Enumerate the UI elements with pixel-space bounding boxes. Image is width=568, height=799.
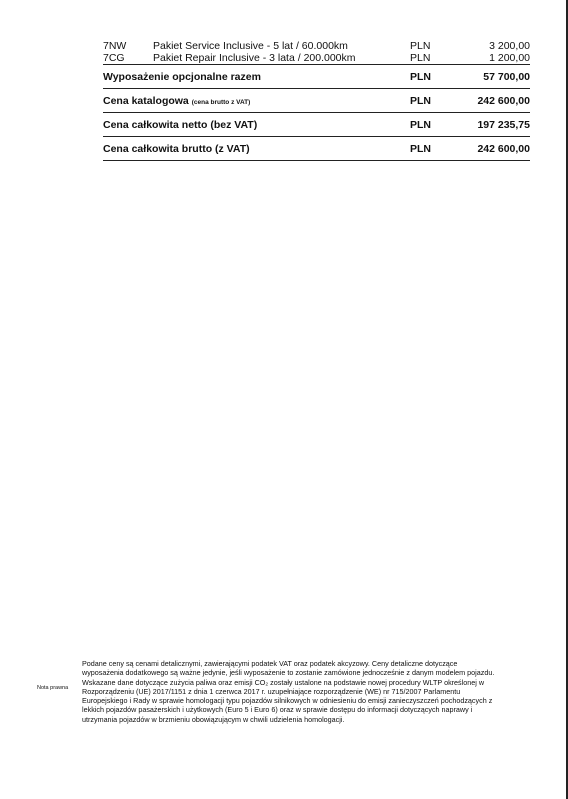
legal-line: lekkich pojazdów pasażerskich i użytkowych (Euro 5 i Euro 6) oraz w sprawie dostępu do informacji dotyczących naprawy i [82,705,473,715]
legal-note-label: Nota prawna [37,685,69,691]
option-code: 7NW [103,40,127,52]
total-net-row [103,112,530,136]
catalog-price-row [103,88,530,112]
table-row [103,40,530,52]
total-net-label: Cena całkowita netto (bez VAT) [103,118,258,131]
total-net-amount: 197 235,75 [477,118,530,131]
option-amount: 1 200,00 [489,52,530,64]
legal-line: utrzymania pojazdów w brzmieniu obowiązującym w chwili udzielenia homologacji. [82,714,345,724]
options-total-amount: 57 700,00 [483,70,530,83]
legal-line: Podane ceny są cenami detalicznymi, zawierającymi podatek VAT oraz podatek akcyzowy. Ceny detaliczne dotyczące [82,659,458,668]
option-currency: PLN [410,40,431,52]
table-bottom-divider [103,160,530,161]
catalog-price-currency: PLN [410,94,431,107]
total-gross-currency: PLN [410,142,431,155]
options-total-label: Wyposażenie opcjonalne razem [103,70,261,83]
table-row [103,52,530,64]
option-amount: 3 200,00 [489,40,530,52]
option-code: 7CG [103,52,125,64]
legal-line: Wskazane dane dotyczące zużycia paliwa oraz emisji CO₂ zostały ustalone na podstawie nowej procedury WLTP określonej w [82,677,485,687]
legal-line: Rozporządzeniu (UE) 2017/1151 z dnia 1 czerwca 2017 r. uzupełniające rozporządzenie (WE) nr 715/2007 Parlamentu [82,686,461,696]
catalog-price-label: Cena katalogowa [103,94,189,107]
total-gross-label: Cena całkowita brutto (z VAT) [103,142,250,155]
legal-note-text [82,659,532,724]
options-total-row [103,64,530,88]
option-currency: PLN [410,52,431,64]
options-total-currency: PLN [410,70,431,83]
catalog-price-amount: 242 600,00 [477,94,530,107]
total-net-currency: PLN [410,118,431,131]
total-gross-amount: 242 600,00 [477,142,530,155]
price-table [103,40,530,161]
catalog-price-note: (cena brutto z VAT) [191,98,251,106]
option-description: Pakiet Service Inclusive - 5 lat / 60.000km [153,40,348,52]
legal-line: wyposażenia dodatkowego są ważne jedynie, jeśli wyposażenie to zostanie zamówione jednocześnie z danym modelem pojazdu. [82,668,495,678]
option-description: Pakiet Repair Inclusive - 3 lata / 200.000km [153,52,356,64]
total-gross-row [103,136,530,160]
catalog-price-label-group [103,95,410,107]
legal-line: Europejskiego i Rady w sprawie homologacji typu pojazdów silnikowych w odniesieniu do emisji zanieczyszczeń pochodzących z [82,696,493,706]
